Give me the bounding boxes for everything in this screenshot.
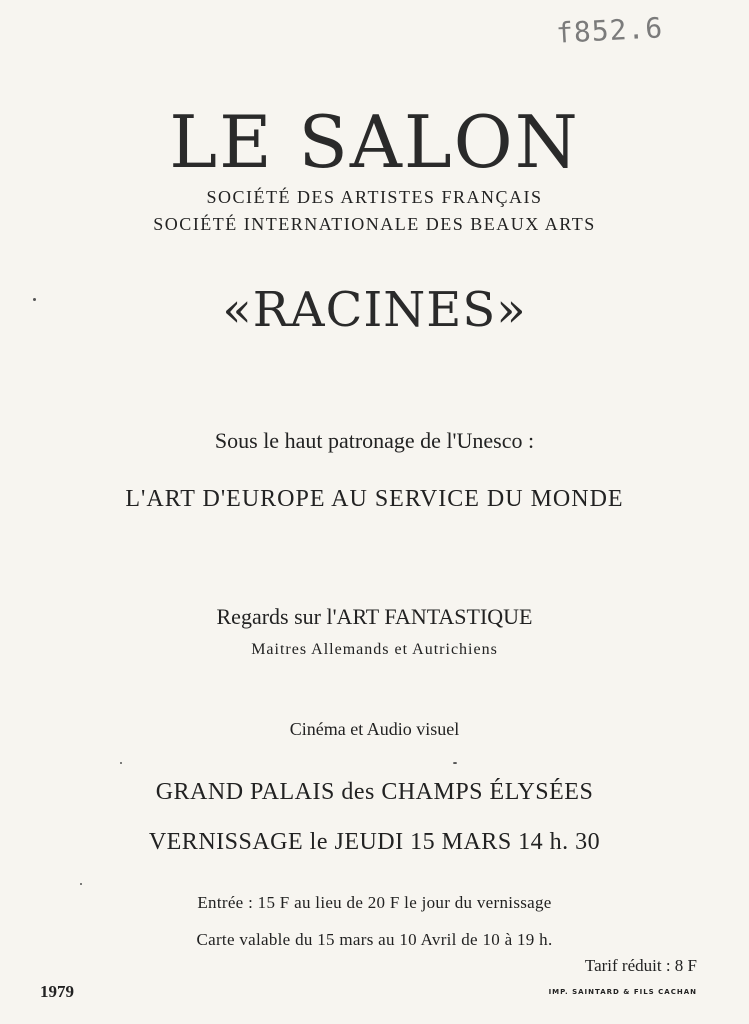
society-line-2: SOCIÉTÉ INTERNATIONALE DES BEAUX ARTS xyxy=(153,214,596,234)
salon-title: LE SALON xyxy=(169,100,580,184)
patronage-line: Sous le haut patronage de l'Unesco : xyxy=(214,428,535,453)
year-label: 1979 xyxy=(40,982,74,1001)
paper-speck xyxy=(33,298,36,301)
opening-line: VERNISSAGE le JEUDI 15 MARS 14 h. 30 xyxy=(148,829,601,855)
fantastic-art-line: Regards sur l'ART FANTASTIQUE xyxy=(216,604,533,629)
media-line: Cinéma et Audio visuel xyxy=(289,719,460,739)
reduced-price: Tarif réduit : 8 F xyxy=(584,956,697,975)
paper-speck xyxy=(453,762,457,764)
theme-line: L'ART D'EUROPE AU SERVICE DU MONDE xyxy=(125,486,624,512)
masters-line: Maitres Allemands et Autrichiens xyxy=(251,641,498,658)
printer-credit: IMP. SAINTARD & FILS CACHAN xyxy=(548,988,697,996)
paper-speck xyxy=(120,762,122,764)
entry-price-line: Entrée : 15 F au lieu de 20 F le jour du vernissage xyxy=(197,893,552,912)
exhibition-name: «RACINES» xyxy=(222,282,527,338)
paper-speck xyxy=(80,883,82,885)
venue-line: GRAND PALAIS des CHAMPS ÉLYSÉES xyxy=(155,779,594,805)
handwritten-reference: f852.6 xyxy=(555,11,664,50)
society-line-1: SOCIÉTÉ DES ARTISTES FRANÇAIS xyxy=(206,187,543,207)
validity-line: Carte valable du 15 mars au 10 Avril de 10 à 19 h. xyxy=(196,930,553,949)
